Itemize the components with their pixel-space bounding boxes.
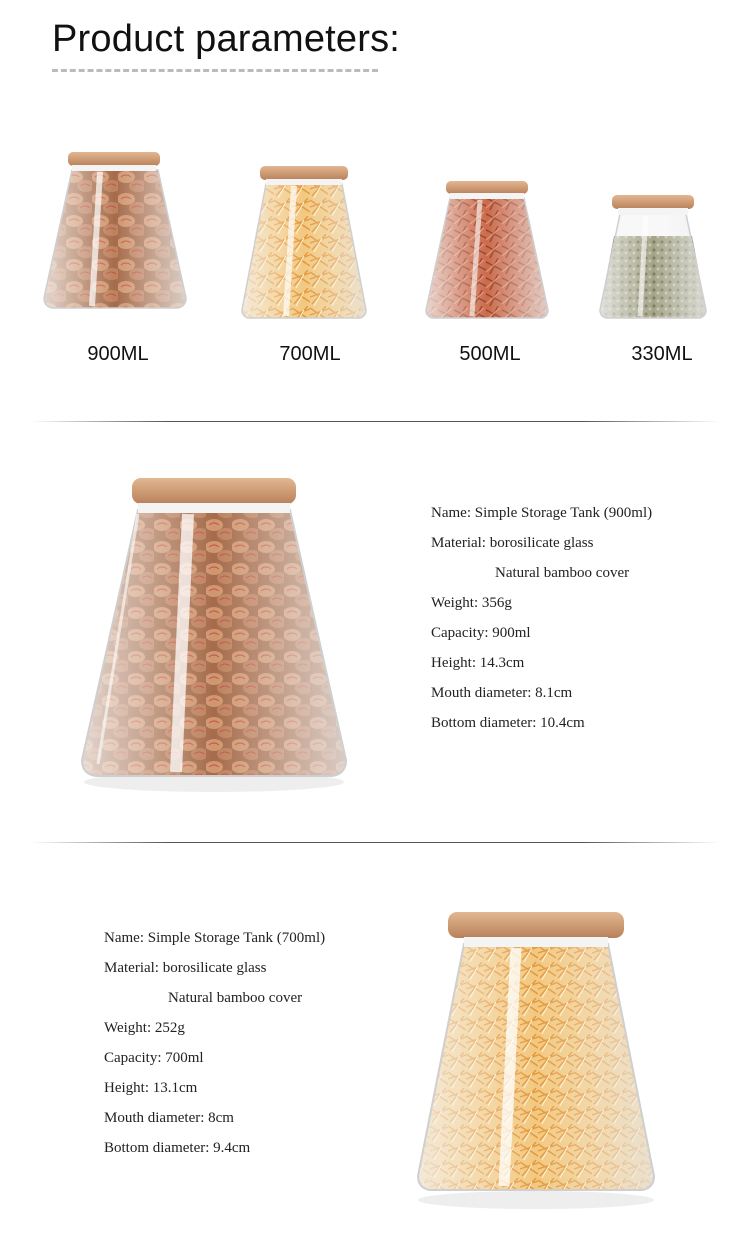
jar-700ml-thumbnail <box>238 162 370 322</box>
spec-material: Material: borosilicate glass <box>431 535 594 551</box>
spec-mouth-diameter: Mouth diameter: 8cm <box>104 1110 234 1126</box>
spec-cover: Natural bamboo cover <box>495 565 630 581</box>
spec-bottom-diameter: Bottom diameter: 10.4cm <box>431 715 585 731</box>
size-label-900ml: 900ML <box>87 343 149 365</box>
size-label-700ml: 700ML <box>279 343 341 365</box>
jar-330ml-thumbnail <box>596 192 710 322</box>
jar-900ml-photo <box>76 474 352 799</box>
spec-cover: Natural bamboo cover <box>168 990 303 1006</box>
spec-weight: Weight: 356g <box>431 595 512 611</box>
spec-name: Name: Simple Storage Tank (700ml) <box>104 930 326 946</box>
jar-500ml-thumbnail <box>422 178 552 323</box>
specs-700ml <box>104 923 325 1163</box>
page-title: Product parameters: <box>52 18 401 60</box>
spec-height: Height: 14.3cm <box>431 655 525 671</box>
spec-capacity: Capacity: 700ml <box>104 1050 204 1066</box>
spec-name: Name: Simple Storage Tank (900ml) <box>431 505 653 521</box>
spec-capacity: Capacity: 900ml <box>431 625 531 641</box>
section-divider-1 <box>30 421 720 422</box>
spec-material: Material: borosilicate glass <box>104 960 267 976</box>
section-divider-2 <box>30 842 720 843</box>
spec-mouth-diameter: Mouth diameter: 8.1cm <box>431 685 573 701</box>
jar-900ml-thumbnail <box>40 148 190 323</box>
size-label-330ml: 330ML <box>631 343 693 365</box>
spec-bottom-diameter: Bottom diameter: 9.4cm <box>104 1140 251 1156</box>
specs-900ml <box>431 498 652 738</box>
spec-height: Height: 13.1cm <box>104 1080 198 1096</box>
spec-weight: Weight: 252g <box>104 1020 185 1036</box>
title-underline <box>52 69 378 72</box>
jar-700ml-photo <box>412 908 660 1213</box>
size-label-500ml: 500ML <box>459 343 521 365</box>
